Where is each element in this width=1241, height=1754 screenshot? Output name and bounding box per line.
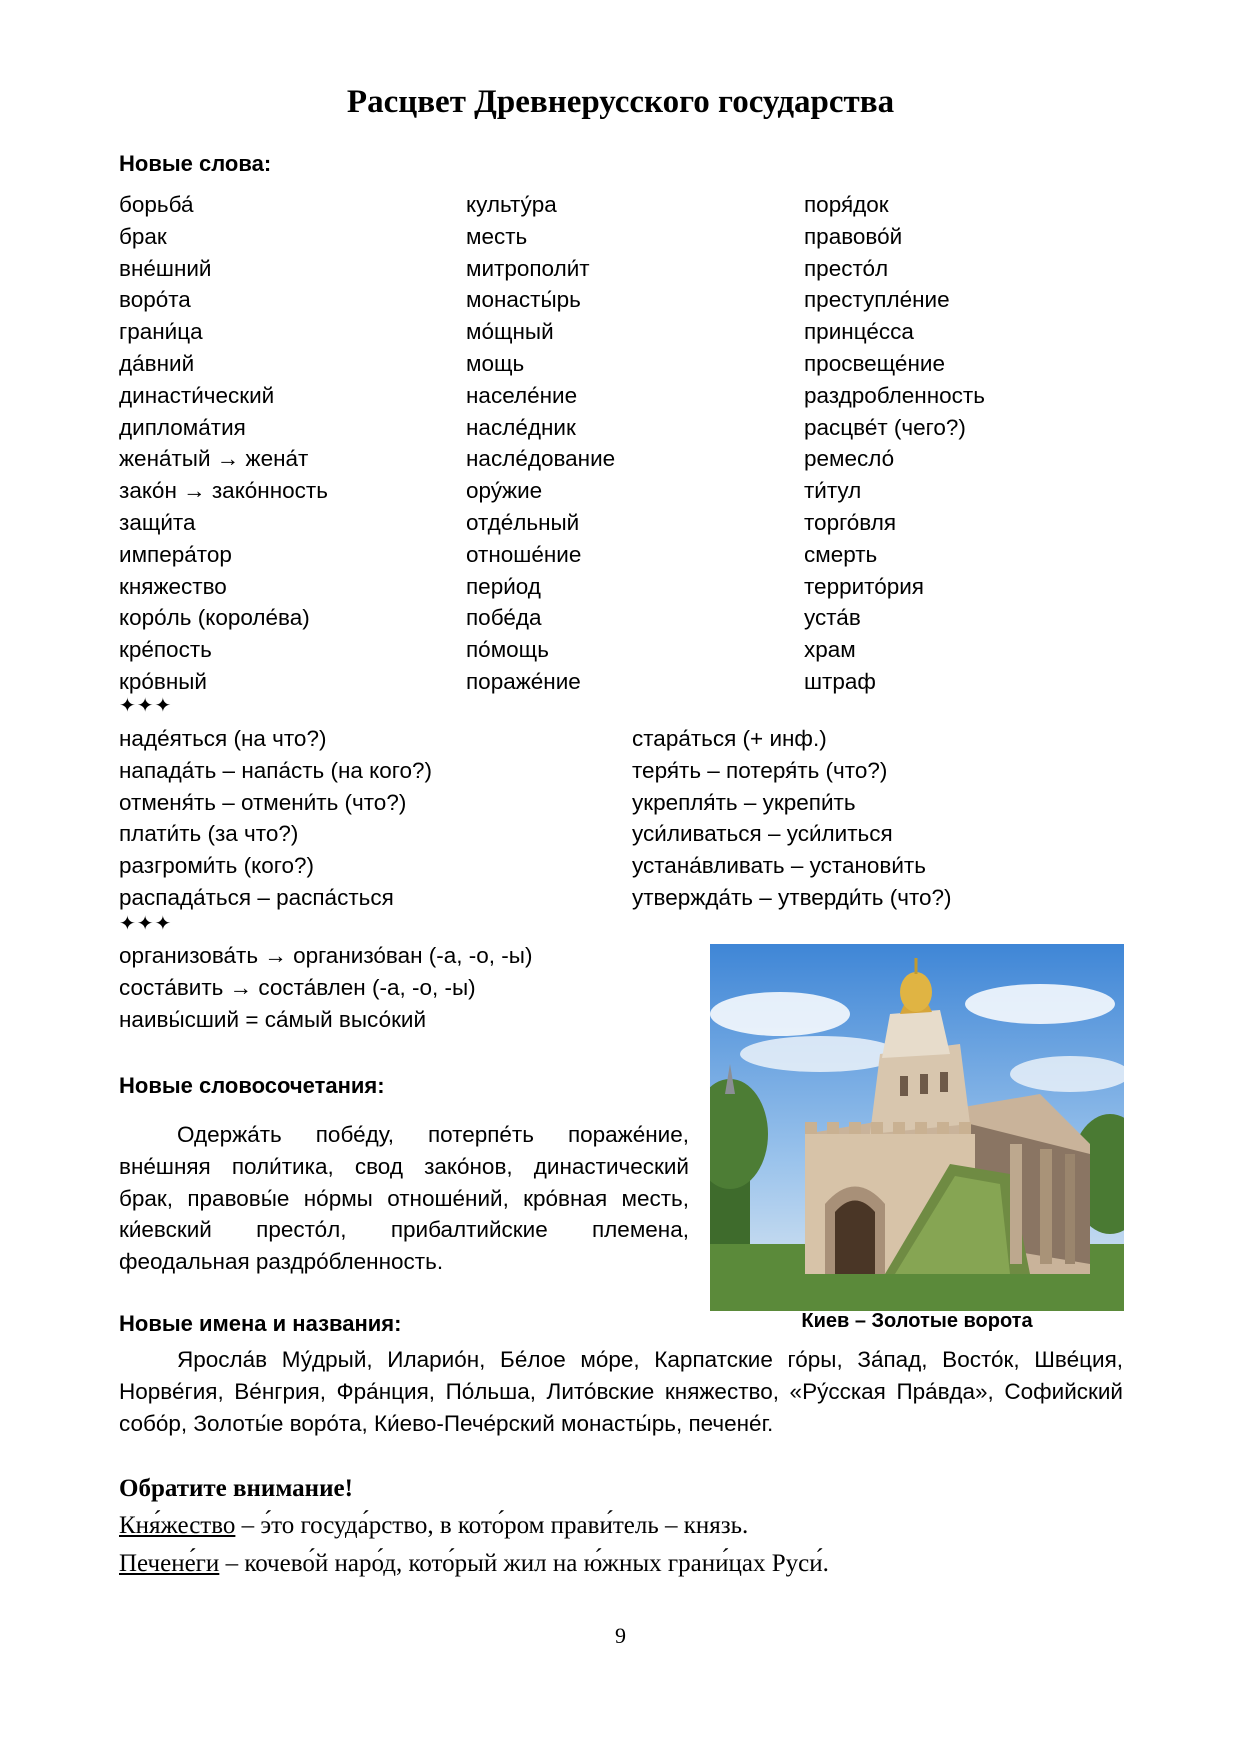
- golden-gate-illustration: [710, 944, 1124, 1311]
- list-item: культу́ра: [466, 192, 557, 217]
- list-item: борьба́: [119, 192, 194, 217]
- phrases-heading: Новые словосочетания:: [119, 1073, 385, 1098]
- list-item: наивы́сший = са́мый высо́кий: [119, 1006, 427, 1032]
- list-item: ти́тул: [804, 478, 862, 504]
- list-item: митрополи́т: [466, 255, 590, 281]
- list-item: пораже́ние: [466, 668, 581, 694]
- list-item: устана́вливать – установи́ть: [632, 853, 926, 879]
- list-item: диплома́тия: [119, 414, 246, 440]
- list-item: плати́ть (за что?): [119, 821, 299, 847]
- list-item: разгроми́ть (кого?): [119, 853, 314, 879]
- list-item: отде́льный: [466, 509, 580, 535]
- list-item: династи́ческий: [119, 382, 275, 408]
- list-item: воро́та: [119, 287, 191, 313]
- names-text: Яросла́в Му́дрый, Иларио́н, Бе́лое мо́ре, Карпатские го́ры, За́пад, Восто́к, Шве́ция, Норве́гия, Ве́нгрия, Фра́нция, По́льша, Лито́вские княжество, «Ру́сская Пра́вда», Софийский собо́р, Золоты́е воро́та, Ки́ево-Пече́рский монасты́рь, печене́г.: [119, 1347, 1123, 1436]
- definition-term: Кня́жество: [119, 1512, 236, 1539]
- definition-pechenegi: [119, 1550, 829, 1578]
- phrases-paragraph: [119, 1119, 689, 1278]
- list-item: побе́да: [466, 605, 542, 631]
- list-item: отменя́ть – отмени́ть (что?): [119, 789, 407, 815]
- page-number: 9: [615, 1623, 626, 1648]
- list-item: насле́дование: [466, 446, 616, 472]
- list-item: жена́тый → жена́т: [119, 446, 309, 472]
- list-item: мо́щный: [466, 319, 554, 345]
- names-paragraph: [119, 1344, 1123, 1439]
- list-item: расцве́т (чего?): [804, 414, 966, 440]
- list-item: утвержда́ть – утверди́ть (что?): [632, 884, 952, 910]
- list-item: брак: [119, 223, 167, 249]
- phrases-text: Одержа́ть побе́ду, потерпе́ть пораже́ние, вне́шняя поли́тика, свод зако́нов, династический брак, правовы́е но́рмы отноше́ний, кро́вная месть, ки́евский престо́л, прибалтийские племена, феодальная раздро́бленность.: [119, 1122, 689, 1275]
- separator-stars-1: ✦✦✦: [119, 695, 173, 717]
- participles-list: [119, 940, 532, 1035]
- list-item: смерть: [804, 541, 878, 567]
- list-item: да́вний: [119, 350, 195, 376]
- list-item: соста́вить → соста́влен (-а, -о, -ы): [119, 974, 476, 1000]
- new-words-column-3: [804, 189, 985, 698]
- list-item: поря́док: [804, 192, 889, 217]
- list-item: раздробленность: [804, 382, 985, 408]
- list-item: отноше́ние: [466, 541, 582, 567]
- list-item: месть: [466, 223, 528, 249]
- list-item: торго́вля: [804, 509, 897, 535]
- list-item: храм: [804, 637, 856, 663]
- list-item: монасты́рь: [466, 287, 581, 313]
- list-item: защи́та: [119, 509, 196, 535]
- list-item: кро́вный: [119, 668, 207, 694]
- list-item: престо́л: [804, 255, 889, 281]
- verbs-column-1: [119, 723, 432, 914]
- golden-gate-photo: [710, 944, 1124, 1311]
- list-item: распада́ться – распа́сться: [119, 884, 394, 910]
- list-item: теря́ть – потеря́ть (что?): [632, 757, 888, 783]
- list-item: княжество: [119, 573, 227, 599]
- list-item: пери́од: [466, 573, 541, 599]
- list-item: организова́ть → организо́ван (-а, -о, -ы): [119, 943, 533, 968]
- definition-term: Печене́ги: [119, 1550, 220, 1577]
- list-item: уста́в: [804, 605, 861, 631]
- attention-heading: Обратите внимание!: [119, 1475, 353, 1502]
- list-item: коро́ль (короле́ва): [119, 605, 310, 631]
- new-words-column-1: [119, 189, 328, 698]
- list-item: мощь: [466, 350, 525, 376]
- list-item: импера́тор: [119, 541, 232, 567]
- list-item: штраф: [804, 668, 876, 694]
- list-item: правово́й: [804, 223, 903, 249]
- separator-stars-2: ✦✦✦: [119, 913, 173, 935]
- list-item: по́мощь: [466, 637, 549, 663]
- list-item: стара́ться (+ инф.): [632, 726, 827, 751]
- list-item: грани́ца: [119, 319, 203, 345]
- list-item: террито́рия: [804, 573, 924, 599]
- list-item: вне́шний: [119, 255, 212, 281]
- new-words-column-2: [466, 189, 615, 698]
- list-item: укрепля́ть – укрепи́ть: [632, 789, 856, 815]
- list-item: кре́пость: [119, 637, 212, 663]
- definition-text: – кочево́й наро́д, кото́рый жил на ю́жных грани́цах Руси́.: [219, 1550, 829, 1577]
- list-item: зако́н → зако́нность: [119, 478, 328, 504]
- list-item: напада́ть – напа́сть (на кого?): [119, 757, 433, 783]
- list-item: населе́ние: [466, 382, 578, 408]
- names-heading: Новые имена и названия:: [119, 1311, 402, 1336]
- definition-text: – э́то госуда́рство, в кото́ром прави́тель – князь.: [235, 1512, 749, 1539]
- list-item: преступле́ние: [804, 287, 950, 313]
- definition-kniazhestvo: [119, 1512, 748, 1540]
- list-item: уси́ливаться – уси́литься: [632, 821, 893, 847]
- list-item: принце́сса: [804, 319, 914, 345]
- list-item: просвеще́ние: [804, 350, 945, 376]
- page-title: Расцвет Древнерусского государства: [346, 84, 895, 120]
- list-item: ремесло́: [804, 446, 895, 472]
- list-item: ору́жие: [466, 478, 543, 504]
- list-item: насле́дник: [466, 414, 576, 440]
- photo-caption: Киев – Золотые ворота: [801, 1310, 1033, 1332]
- list-item: наде́яться (на что?): [119, 726, 327, 751]
- verbs-column-2: [632, 723, 952, 914]
- new-words-heading: Новые слова:: [119, 151, 272, 176]
